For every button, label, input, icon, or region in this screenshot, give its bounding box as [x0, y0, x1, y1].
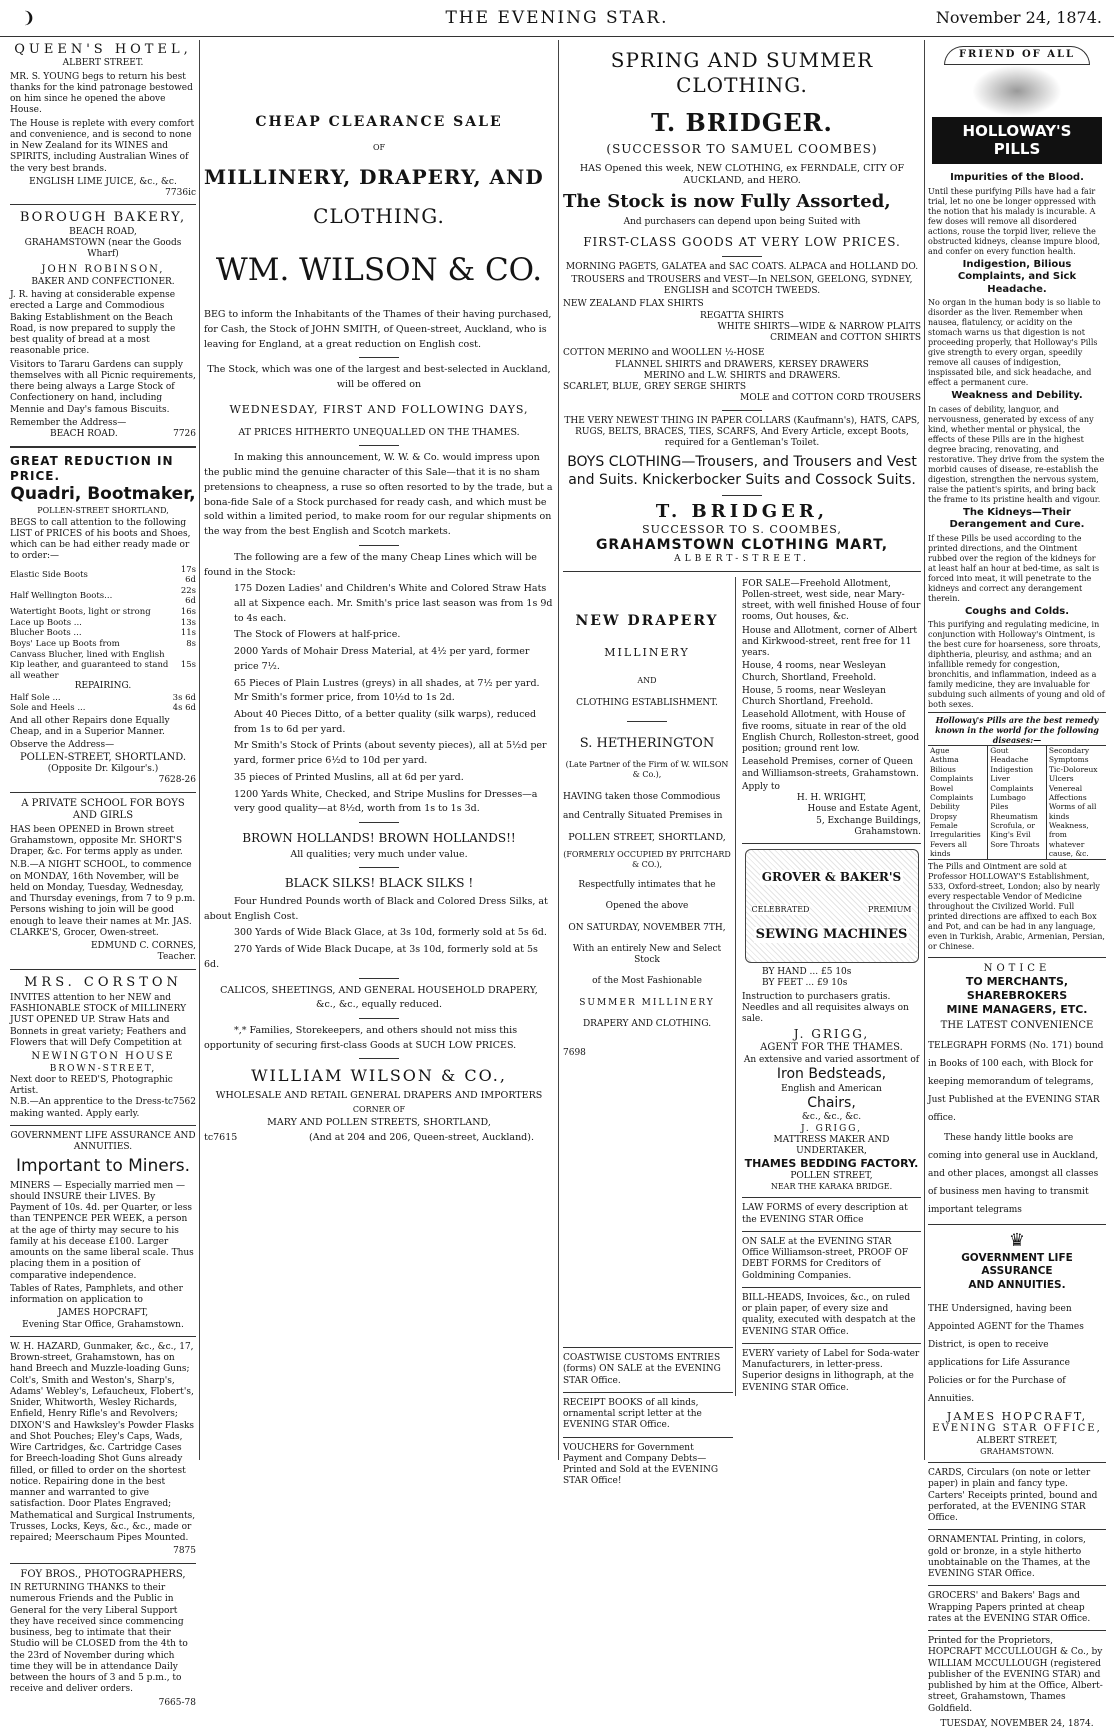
list-item: Mr Smith's Stock of Prints (about seventy pieces), all at 5½d per yard, former price 6½d to 10d per yard. — [234, 740, 547, 767]
ad-body: No organ in the human body is so liable to disorder as the liver. Remember when nausea, flatulency, or acidity on the stomach warns us that digestion is not proceeding properly, that Holloway's Pills give strength to every organ, speedily remove all causes of indigestion, inspissated bile, and sick headache, and effect a permanent cure. — [928, 298, 1101, 387]
ad-body: Until these purifying Pills have had a fair trial, let no one be longer oppressed with the notion that his malady is incurable. A few doses will remove all disordered actions, rouse the torpid liver, relieve the obstructed kidneys, cleanse impure blood, and confer on every function health. — [928, 186, 1101, 256]
ad-headline: BLACK SILKS! BLACK SILKS ! — [284, 876, 474, 891]
ad-receipt-books: RECEIPT BOOKS of all kinds, ornamental script letter at the EVENING STAR Office. — [563, 1397, 702, 1431]
ad-code: 7726 — [173, 429, 196, 439]
illustration-text: HOLLOWAY'S PILLS — [932, 117, 1102, 165]
ad-subtitle: POLLEN-STREET SHORTLAND, — [37, 505, 169, 515]
ad-for-sale — [742, 579, 921, 839]
ad-title: CHEAP CLEARANCE SALE — [255, 114, 503, 130]
ad-code: 7665-78 — [158, 1697, 196, 1708]
ad-headline: THAMES BEDDING FACTORY. — [744, 1157, 919, 1171]
disease-item: Lumbago — [990, 792, 1026, 802]
ad-body: House, 5 rooms, near Wesleyan Church Shortland, Freehold. — [742, 685, 886, 708]
ad-body: J. R. having at considerable expense erected a Large and Commodious Baking Establishment on the Beach Road, is now prepared to supply the best quality of bread at a most reasonable price. — [10, 290, 176, 357]
ad-body: W. H. HAZARD, Gunmaker, &c., &c., 17, Brown-street, Grahamstown, has on hand Breech and Muzzle-loading Guns; Colt's, Smith and Weston's, Sharp's, Adams' Webley's, Lefaucheux, Flobert's, Snider, Whitworth, Wesley Richards, Enfield, Henry Rifle's and Revolvers; DIXON'S and Hawksley's Powder Flasks and Shot Pouches; Eley's Caps, Wads, Wire Cartridges, &c. Cartridge Cases for Breech-loading Shot Guns already filled, or filled to order on the shortest notice. Repairing done in the best manner and warranted to give satisfaction. Door Plates Engraved; Mathematical and Surgical Instruments, Trusses, Locks, Keys, &c., &c., made or repaired; Meerschaum Pipes Mounted. — [10, 1341, 196, 1544]
ad-line: With an entirely New and Select Stock — [572, 943, 722, 966]
ad-line: SUCCESSOR TO S. COOMBES, — [642, 523, 842, 537]
ad-line: &c., &c., &c. — [801, 1112, 862, 1123]
ad-headline: Chairs, — [807, 1094, 856, 1111]
illustration-text: PREMIUM — [867, 904, 912, 914]
ad-line: FIRST-CLASS GOODS AT VERY LOW PRICES. — [583, 234, 901, 249]
ad-right-stack — [742, 577, 921, 1396]
repair-item: Sole and Heels ... — [10, 703, 86, 714]
price-row — [10, 607, 196, 618]
price-item: Lace up Boots ... — [10, 617, 82, 628]
ad-borough-bakery — [10, 210, 196, 440]
ad-body: HAS Opened this week, NEW CLOTHING, ex FERNDALE, CITY OF AUCKLAND, and HERO. — [579, 163, 905, 186]
ad-line: N.B.—An apprentice to the Dress-making wanted. Apply early. — [10, 1097, 165, 1119]
ad-bridger — [563, 48, 921, 566]
ad-line: NEAR THE KARAKA BRIDGE. — [770, 1182, 893, 1192]
ad-line: THE LATEST CONVENIENCE — [940, 1020, 1094, 1032]
disease-item: Weakness, from whatever cause, &c. — [1048, 821, 1089, 859]
ad-line: ENGLISH LIME JUICE, &c., &c. — [29, 176, 177, 187]
issue-date: November 24, 1874. — [935, 8, 1102, 27]
ad-body: MINERS — Especially married men — should INSURE their LIVES. By Payment of 10s. 4d. per Quarter, or less than TENPENCE PER WEEK, a person at the age of thirty may secure to his family at his decease £100. Larger amounts on the same liberal scale. Thus placing them in a position of comparative independence. — [10, 1180, 194, 1281]
ad-body: Leasehold Premises, corner of Queen and Williamson-streets, Grahamstown. — [742, 757, 919, 779]
ad-body: Instruction to purchasers gratis. Needles and all requisites always on sale. — [742, 991, 909, 1025]
ad-headline: Indigestion, Bilious Complaints, and Sick Headache. — [957, 258, 1077, 295]
ad-line: BAKER AND CONFECTIONER. — [31, 276, 175, 287]
ad-line: BROWN-STREET, — [49, 1063, 157, 1074]
ad-headline: Coughs and Colds. — [964, 605, 1070, 617]
price-value: 15s — [180, 660, 196, 671]
disease-item: Liver Complaints — [990, 774, 1034, 793]
ad-title: T. BRIDGER. — [651, 108, 833, 137]
disease-item: Bowel Complaints — [930, 783, 974, 802]
list-item: The Stock of Flowers at half-price. — [234, 629, 401, 641]
price-list — [10, 565, 196, 682]
ad-line: NEW ZEALAND FLAX SHIRTS — [563, 299, 704, 310]
ad-body: Leasehold Allotment, with House of five rooms, situate in rear of the old English Church, Rolleston-street, good position; ground rent low. — [742, 710, 920, 755]
ad-body: BEG to inform the Inhabitants of the Thames of their having purchased, for Cash, the Stock of JOHN SMITH, of Queen-street, Auckland, who is leaving for England, at a great reduction on English cost. — [204, 309, 552, 350]
ad-body: BEGS to call attention to the following LIST of PRICES of his boots and Shoes, which can be had either ready made or to order:— — [10, 517, 191, 562]
ad-body: N.B.—A NIGHT SCHOOL, to commence on MONDAY, 16th November, will be held on Monday, Tuesday, Wednesday, and Thursday evenings, from 7 to 9 p.m. Persons wishing to join will be good enough to leave their names at Mr. JAS. CLARKE'S, Grocer, Owen-street. — [10, 860, 196, 938]
imprint-date: TUESDAY, NOVEMBER 24, 1874. — [940, 1718, 1094, 1729]
ad-subhead: REPAIRING. — [74, 681, 132, 692]
ad-subtitle: (SUCCESSOR TO SAMUEL COOMBES) — [606, 142, 878, 156]
ad-headline: AND ANNUITIES. — [968, 1278, 1066, 1291]
list-item: 175 Dozen Ladies' and Children's White and Colored Straw Hats all at Sixpence each. Mr. Smith's price last season was from 1s 9d to 4s each. — [234, 583, 553, 624]
disease-item: Female Irregularities — [930, 821, 981, 840]
ad-line: Holloway's Pills are the best remedy known in the world for the following diseases:— — [928, 712, 1106, 745]
ad-line: Next door to REED'S, Photographic Artist. — [10, 1074, 173, 1097]
disease-item: Debility — [930, 802, 960, 812]
column-4 — [928, 42, 1106, 1730]
ad-line: of the Most Fashionable — [592, 976, 702, 987]
ad-foy-bros — [10, 1569, 196, 1709]
disease-item: Ulcers — [1048, 774, 1074, 784]
ad-quadri — [10, 454, 196, 786]
ad-body: Tables of Rates, Pamphlets, and other information on application to — [10, 1283, 183, 1306]
ad-body: This purifying and regulating medicine, in conjunction with Holloway's Ointment, is the best cure for hoarseness, sore throats, diphtheria, pleurisy, and asthma; and an infallible remedy for congestion, bronchitis, and inflammation, indeed as a family medicine, they are invaluable for subduing such ailments of young and old of both sexes. — [928, 620, 1105, 709]
ad-law-forms: LAW FORMS of every description at the EVENING STAR Office — [742, 1203, 908, 1225]
ad-line: OF — [372, 142, 386, 152]
column-1 — [10, 42, 196, 1709]
price-item: Half Wellington Boots... — [10, 591, 113, 602]
ad-firm-name: T. BRIDGER, — [655, 500, 829, 522]
ad-line: English and American — [781, 1083, 882, 1094]
ad-body: The Stock, which was one of the largest and best-selected in Auckland, will be offered on — [207, 364, 551, 390]
ad-vouchers: VOUCHERS for Government Payment and Company Debts—Printed and Sold at the EVENING STAR Office! — [563, 1442, 719, 1487]
price-value: 8s — [186, 638, 196, 649]
ad-government-life — [10, 1131, 196, 1331]
ad-line: Evening Star Office, Grahamstown. — [22, 1319, 184, 1330]
price-row — [10, 565, 196, 586]
ad-firm-name: J. GRIGG, — [800, 1123, 863, 1134]
ad-name: JOHN ROBINSON, — [41, 264, 165, 276]
ad-hetherington — [563, 577, 736, 1396]
ad-body: The House is replete with every comfort and convenience, and is second to none in New Zealand for its WINES and SPIRITS, including Australian Wines of the very best brands. — [10, 118, 195, 174]
holloway-crest-illustration — [932, 46, 1102, 164]
list-item: 2000 Yards of Mohair Dress Material, at 4½ per yard, former price 7½. — [234, 646, 530, 672]
price-item: Watertight Boots, light or strong — [10, 607, 151, 617]
ad-body: THE Undersigned, having been Appointed AGENT for the Thames District, is open to receive applications for Life Assurance Policies or for the Purchase of Annuities. — [928, 1303, 1084, 1404]
ad-body: And all other Repairs done Equally Cheap, and in a Superior Manner. — [10, 715, 170, 738]
disease-item: Scrofula, or King's Evil — [990, 821, 1036, 840]
ad-body: HAVING taken those Commodious and Centrally Situated Premises in — [563, 792, 723, 822]
ad-line: AT PRICES HITHERTO UNEQUALLED ON THE THAMES. — [238, 426, 520, 438]
ad-line: And purchasers can depend upon being Suited with — [623, 217, 861, 228]
price-line: BY HAND ... £5 10s — [762, 967, 852, 978]
ad-title: Quadri, Bootmaker, — [10, 484, 196, 505]
ad-title: GOVERNMENT LIFE ASSURANCE AND ANNUITIES. — [10, 1130, 196, 1153]
ad-private-school — [10, 798, 196, 964]
list-item: About 40 Pieces Ditto, of a better quality (silk warps), reduced from 1s to 6d per yard. — [234, 708, 537, 735]
ad-address: POLLEN STREET, SHORTLAND, — [568, 832, 726, 844]
disease-item: Gout — [990, 746, 1009, 755]
header-rule — [0, 36, 1114, 37]
price-item: Canvass Blucher, lined with English Kip leather, and guaranteed to stand all weather — [10, 649, 169, 681]
ad-title: NOTICE — [983, 962, 1051, 974]
ad-signature: JAMES HOPCRAFT, — [946, 1409, 1088, 1423]
disease-item: Piles — [990, 802, 1009, 812]
ad-body: The following are a few of the many Cheap Lines which will be found in the Stock: — [204, 551, 537, 578]
ad-code: 7628-26 — [158, 775, 196, 786]
page-header — [0, 0, 1114, 38]
ad-line: (And at 204 and 206, Queen-street, Auckland). — [309, 1132, 534, 1144]
imprint: Printed for the Proprietors, HOPCRAFT MCCULLOUGH & Co., by WILLIAM MCCULLOUGH (registered publisher of the EVENING STAR) and published by him at the Office, Albert-street, Grahamstown, Thames Goldfield. — [928, 1636, 1103, 1714]
ad-body: House, 4 rooms, near Wesleyan Church, Shortland, Freehold. — [742, 661, 886, 683]
column-3 — [563, 42, 921, 1487]
repair-value: 4s 6d — [172, 703, 196, 714]
ad-line: EVENING STAR OFFICE, — [932, 1423, 1102, 1435]
ad-body: Four Hundred Pounds worth of Black and Colored Dress Silks, at about English Cost. — [204, 895, 548, 922]
ad-code: 7736ic — [165, 188, 196, 198]
ad-title: SPRING AND SUMMER CLOTHING. — [610, 48, 874, 97]
repair-row — [10, 703, 196, 714]
ad-address: ALBERT STREET, — [976, 1435, 1058, 1446]
ad-headline: GOVERNMENT LIFE ASSURANCE — [961, 1252, 1073, 1278]
ad-mrs-corston — [10, 975, 196, 1120]
ad-line: Opened the above — [605, 901, 689, 912]
ad-title: BOROUGH BAKERY, — [19, 210, 187, 226]
ad-grover-baker — [742, 849, 921, 1192]
price-row — [10, 586, 196, 607]
illustration-text: CELEBRATED — [751, 904, 810, 914]
ad-small-left — [563, 1342, 733, 1490]
repair-list — [10, 693, 196, 714]
disease-item: Ague — [930, 746, 950, 755]
ad-address: ALBERT-STREET. — [674, 554, 810, 565]
ad-line: &c., &c., equally reduced. — [315, 999, 443, 1011]
ad-code: 7875 — [173, 1546, 196, 1557]
price-item: Boys' Lace up Boots from — [10, 638, 120, 649]
price-line: BY FEET ... £9 10s — [762, 978, 848, 989]
ad-body: IN RETURNING THANKS to their numerous Friends and the Public in General for the very Liberal Support they have received since commencing business, beg to intimate that their Studio will be CLOSED from the 4th to the 23rd of November during which time they will be in attendance Daily between the hours of 3 and 5 p.m., to receive and deliver orders. — [10, 1583, 188, 1695]
list-item: 1200 Yards White, Checked, and Stripe Muslins for Dresses—a very good quality—at 8½d, worth from 1s to 1s 3d. — [234, 788, 538, 815]
ad-headline: CALICOS, SHEETINGS, AND GENERAL HOUSEHOLD DRAPERY, — [220, 984, 538, 996]
ad-body: FOR SALE—Freehold Allotment, Pollen-street, west side, near Mary-street, with well finished House of four rooms, Out houses, &c. — [742, 578, 921, 623]
ad-line: COTTON MERINO and WOOLLEN ½-HOSE — [563, 348, 765, 359]
price-value: 11s — [180, 628, 196, 639]
ad-telegraph-forms — [928, 963, 1106, 1219]
list-item: 65 Pieces of Plain Lustres (greys) in all shades, at 7½ per yard. Mr Smith's former price, from 10½d to 1s 2d. — [234, 677, 540, 704]
price-value: 22s 6d — [180, 585, 196, 607]
ad-body: INVITES attention to her NEW and FASHIONABLE STOCK of MILLINERY JUST OPENED UP. Straw Hats and Bonnets in great variety; Feathers and Flowers that will Defy Competition at — [10, 992, 187, 1048]
ad-life-assurance-agent — [928, 1230, 1106, 1457]
ad-code: tc7562 — [164, 1097, 196, 1108]
ad-firm-name: S. HETHERINGTON — [579, 736, 715, 752]
ad-headline: The Kidneys—Their Derangement and Cure. — [949, 506, 1085, 530]
ad-title: A PRIVATE SCHOOL FOR BOYS AND GIRLS — [21, 797, 185, 822]
ad-title: CLOTHING. — [313, 204, 445, 229]
ad-subtitle: ALBERT STREET. — [62, 58, 144, 69]
disease-item: Asthma — [930, 755, 959, 765]
ad-banner: GREAT REDUCTION IN PRICE. — [10, 454, 174, 484]
ad-line: MILLINERY — [604, 646, 690, 660]
item-list — [204, 582, 554, 817]
page-mark: ❩ — [22, 8, 36, 27]
ad-line: FLANNEL SHIRTS and DRAWERS, KERSEY DRAWERS — [615, 359, 869, 370]
repair-row — [10, 693, 196, 704]
ad-headline: TO MERCHANTS, SHAREBROKERS — [965, 975, 1069, 1002]
illustration-text: FRIEND OF ALL — [944, 46, 1090, 65]
column-2 — [204, 42, 554, 1146]
ad-line: Observe the Address— — [10, 740, 115, 751]
crest-icon: ♛ — [1008, 1229, 1026, 1251]
ad-firm-name: J. GRIGG, — [793, 1027, 870, 1042]
ad-body: THE VERY NEWEST THING IN PAPER COLLARS (Kaufmann's), HATS, CAPS, RUGS, BELTS, BRACES, TIES, SCARFS, And Every Article, except Boots, required for a Gentleman's Toilet. — [564, 415, 920, 448]
ad-line: (Late Partner of the Firm of W. WILSON & Co.), — [565, 760, 729, 780]
ad-headline: Important to Miners. — [15, 1156, 191, 1177]
ad-firm-name: WM. WILSON & CO. — [215, 252, 543, 289]
ad-line: Remember the Address— — [10, 417, 127, 428]
ad-title: MILLINERY, DRAPERY, AND — [204, 165, 544, 190]
ad-line: GRAHAMSTOWN (near the Goods Wharf) — [24, 237, 182, 259]
ad-address: BEACH ROAD. — [50, 429, 118, 439]
ad-title: QUEEN'S HOTEL, — [14, 42, 192, 57]
ad-address: MARY AND POLLEN STREETS, SHORTLAND, — [267, 1117, 491, 1129]
ad-line: Respectfully intimates that he — [578, 880, 716, 891]
ad-body: Visitors to Tararu Gardens can supply themselves with all Picnic requirements, there being always a Large Stock of Confectionery on hand, including Mennie and Day's famous Biscuits. — [10, 359, 196, 415]
ad-body: In cases of debility, languor, and nervousness, generated by excess of any kind, whether mental or physical, the effects of these Pills are in the highest degree bracing, renovating, and restorative. They drive from the system the morbid causes of disease, re-establish the digestion, strengthen the nervous system, raise the patient's spirits, and bring back the frame to its pristine health and vigour. — [928, 404, 1105, 504]
list-item: 35 pieces of Printed Muslins, all at 6d per yard. — [234, 771, 464, 783]
repair-item: Half Sole ... — [10, 692, 61, 703]
disease-item: Sore Throats — [990, 839, 1040, 849]
ad-line: MERINO and L.W. SHIRTS and DRAWERS. — [643, 370, 841, 381]
price-value: 17s 6d — [180, 564, 196, 586]
ad-body: TROUSERS and TROUSERS and VEST—In NELSON, GEELONG, SYDNEY, ENGLISH and SCOTCH TWEEDS. — [571, 274, 913, 296]
ad-line: All qualities; very much under value. — [290, 848, 468, 860]
ad-body: MR. S. YOUNG begs to return his best thanks for the kind patronage bestowed on him since he opened the above House. — [10, 71, 193, 116]
disease-table — [928, 745, 1106, 860]
ad-headline: Iron Bedsteads, — [776, 1066, 887, 1083]
ad-line: MOLE and COTTON CORD TROUSERS — [740, 393, 921, 404]
ad-line: BEACH ROAD, — [69, 226, 137, 237]
ad-line: (FORMERLY OCCUPIED BY PRITCHARD & CO.), — [563, 850, 731, 870]
ad-line: CLOTHING ESTABLISHMENT. — [576, 697, 718, 708]
ad-proof-of-debt: ON SALE at the EVENING STAR Office Williamson-street, PROOF OF DEBT FORMS for Creditors of Goldmining Companies. — [742, 1236, 909, 1281]
ad-body: If these Pills be used according to the printed directions, and the Ointment rubbed over the region of the kidneys for at least half an hour at bed-time, as salt is forced into meat, it will penetrate to the kidneys and correct any derangement therein. — [928, 533, 1100, 603]
ad-firm-name: WILLIAM WILSON & CO., — [251, 1066, 507, 1086]
ad-coastwise: COASTWISE CUSTOMS ENTRIES (forms) ON SALE at the EVENING STAR Office. — [563, 1353, 721, 1386]
disease-item: Bilious Complaints — [930, 764, 974, 784]
ad-wilson — [204, 42, 554, 1146]
ad-code: 7698 — [563, 1048, 586, 1059]
ad-labels: EVERY variety of Label for Soda-water Manufacturers, in letter-press. Superior designs in lithograph, at the EVENING STAR Office. — [742, 1348, 920, 1393]
price-value: 13s — [180, 617, 196, 628]
column-rule — [924, 40, 925, 1460]
ad-line: House and Estate Agent, — [807, 804, 921, 815]
price-value: 16s — [180, 607, 196, 617]
ad-signature: JAMES HOPCRAFT, — [57, 1308, 149, 1319]
ad-line: WHOLESALE AND RETAIL GENERAL DRAPERS AND IMPORTERS — [215, 1090, 543, 1102]
ad-body: 300 Yards of Wide Black Glace, at 3s 10d, formerly sold at 5s 6d. — [234, 927, 547, 939]
price-item: Elastic Side Boots — [10, 569, 88, 580]
repair-value: 3s 6d — [172, 692, 196, 703]
ad-hazard — [10, 1342, 196, 1558]
ad-line: Grahamstown. — [854, 826, 921, 837]
ad-body: The Pills and Ointment are sold at Professor HOLLOWAY'S Establishment, 533, Oxford-street, London; also by nearly every respectable Vendor of Medicine throughout the Civilized World. Full printed directions are affixed to each Box and Pot, and can be had in any language, even in Turkish, Arabic, Armenian, Persian, or Chinese. — [928, 861, 1105, 951]
ad-line: WHITE SHIRTS—WIDE & NARROW PLAITS — [717, 321, 921, 332]
ad-body: House and Allotment, corner of Albert and Kirkwood-street, rent free for 11 years. — [742, 625, 917, 659]
disease-item: Worms of all kinds — [1048, 802, 1097, 821]
ad-body: In making this announcement, W. W. & Co. would impress upon the public mind the genuine character of this Sale—that it is no sham pretensions to cheapness, a ruse so often resorted to by the trade, but a bona-fide Sale of a Stock purchased for ready cash, and which must be sold within a limited period, to make room for our regular shipments on the way from the best English and Scotch markets. — [204, 452, 553, 538]
price-item: Blucher Boots ... — [10, 628, 82, 639]
column-rule — [199, 40, 200, 1460]
newspaper-title: THE EVENING STAR. — [445, 8, 669, 28]
ad-ornamental: ORNAMENTAL Printing, in colors, gold or bronze, in a style hitherto unobtainable on the Thames, at the EVENING STAR Office. — [928, 1535, 1091, 1580]
ad-line: DRAPERY AND CLOTHING. — [582, 1018, 712, 1029]
ad-body: 270 Yards of Wide Black Ducape, at 3s 10d, formerly sold at 5s 6d. — [204, 944, 538, 970]
ad-body: These handy little books are coming into general use in Auckland, and other places, amongst all classes of business men having to transmit important telegrams — [928, 1132, 1099, 1215]
ad-line: MATTRESS MAKER AND UNDERTAKER, — [773, 1134, 890, 1157]
ad-headline: MINE MANAGERS, ETC. — [946, 1002, 1088, 1016]
disease-item: Headache — [990, 755, 1029, 765]
ad-line: GRAHAMSTOWN. — [980, 1447, 1054, 1457]
price-row — [10, 650, 196, 682]
ad-cards: CARDS, Circulars (on note or letter paper) in plain and fancy type. Carters' Receipts printed, bound and perforated, at the EVENING STAR Office. — [928, 1468, 1098, 1524]
ad-line: (Opposite Dr. Kilgour's.) — [47, 764, 159, 775]
ad-grocers-bags: GROCERS' and Bakers' Bags and Wrapping Papers printed at cheap rates at the EVENING STAR Office. — [928, 1591, 1091, 1624]
ad-headline: Weakness and Debility. — [951, 390, 1083, 401]
ad-address: POLLEN-STREET, SHORTLAND. — [19, 751, 187, 763]
ad-headline: Impurities of the Blood. — [950, 172, 1084, 183]
ad-line: Teacher. — [157, 952, 196, 963]
ad-headline: BROWN HOLLANDS! BROWN HOLLANDS!! — [242, 831, 516, 846]
ad-address: POLLEN STREET, — [790, 1171, 873, 1182]
ad-title: MRS. CORSTON — [24, 974, 182, 990]
ad-queens-hotel — [10, 42, 196, 199]
ad-title: NEW DRAPERY — [575, 612, 719, 629]
ad-line: AND — [637, 675, 657, 685]
ad-line: An extensive and varied assortment of — [743, 1054, 920, 1065]
ad-holloways — [928, 46, 1106, 952]
disease-item: Rheumatism — [990, 811, 1038, 821]
ad-line: SCARLET, BLUE, GREY SERGE SHIRTS — [563, 382, 747, 392]
ad-line: SUMMER MILLINERY — [579, 997, 715, 1008]
ad-headline: The Stock is now Fully Assorted, — [563, 190, 891, 212]
ad-line: REGATTA SHIRTS — [700, 310, 784, 321]
ad-code: tc7615 — [204, 1132, 238, 1144]
ad-line: GRAHAMSTOWN CLOTHING MART, — [595, 536, 889, 553]
price-row — [10, 639, 196, 650]
ad-body: *,* Families, Storekeepers, and others should not miss this opportunity of securing first-class Goods at SUCH LOW PRICES. — [204, 1024, 518, 1051]
sewing-machine-illustration — [745, 849, 919, 963]
disease-item: Indigestion — [990, 764, 1034, 774]
price-row — [10, 628, 196, 639]
ad-line: WEDNESDAY, FIRST AND FOLLOWING DAYS, — [229, 402, 529, 416]
illustration-text: SEWING MACHINES — [755, 926, 908, 942]
disease-item: Secondary Symptoms — [1048, 746, 1090, 765]
ad-line: 5, Exchange Buildings, — [816, 815, 921, 826]
ad-signature: H. H. WRIGHT, — [796, 793, 867, 804]
disease-item: Tic-Doloreux — [1048, 764, 1098, 774]
ad-body: TELEGRAPH FORMS (No. 171) bound in Books of 100 each, with Block for keeping memorandum of telegrams, Just Published at the EVENING STAR office. — [928, 1040, 1104, 1123]
ad-line: CORNER OF — [352, 1104, 406, 1114]
ad-line: NEWINGTON HOUSE — [31, 1051, 175, 1063]
ad-body: MORNING PAGETS, GALATEA and SAC COATS. ALPACA and HOLLAND DO. — [565, 261, 919, 272]
ad-title: FOY BROS., PHOTOGRAPHERS, — [20, 1568, 186, 1580]
ad-line: Apply to — [742, 781, 780, 792]
ad-bill-heads: BILL-HEADS, Invoices, &c., on ruled or plain paper, of every size and quality, executed with despatch at the EVENING STAR Office. — [742, 1292, 916, 1337]
disease-item: Fevers all kinds — [930, 839, 967, 859]
ad-line: AGENT FOR THE THAMES. — [760, 1042, 903, 1054]
illustration-text: GROVER & BAKER'S — [761, 869, 902, 884]
disease-item: Venereal Affections — [1048, 783, 1087, 802]
ad-line: CRIMEAN and COTTON SHIRTS — [770, 333, 921, 343]
column-rule — [558, 40, 559, 1460]
ad-line: ON SATURDAY, NOVEMBER 7TH, — [568, 922, 726, 933]
ad-signature: EDMUND C. CORNES, — [90, 941, 196, 952]
price-row — [10, 618, 196, 629]
disease-item: Dropsy — [930, 811, 958, 821]
ad-body: HAS been OPENED in Brown street Grahamstown, opposite Mr. SHORT'S Draper, &c. For terms apply as under. — [10, 824, 183, 858]
crest-icon — [972, 65, 1062, 117]
ad-headline: BOYS CLOTHING—Trousers, and Trousers and Vest and Suits. Knickerbocker Suits and Cossock Suits. — [567, 454, 917, 489]
